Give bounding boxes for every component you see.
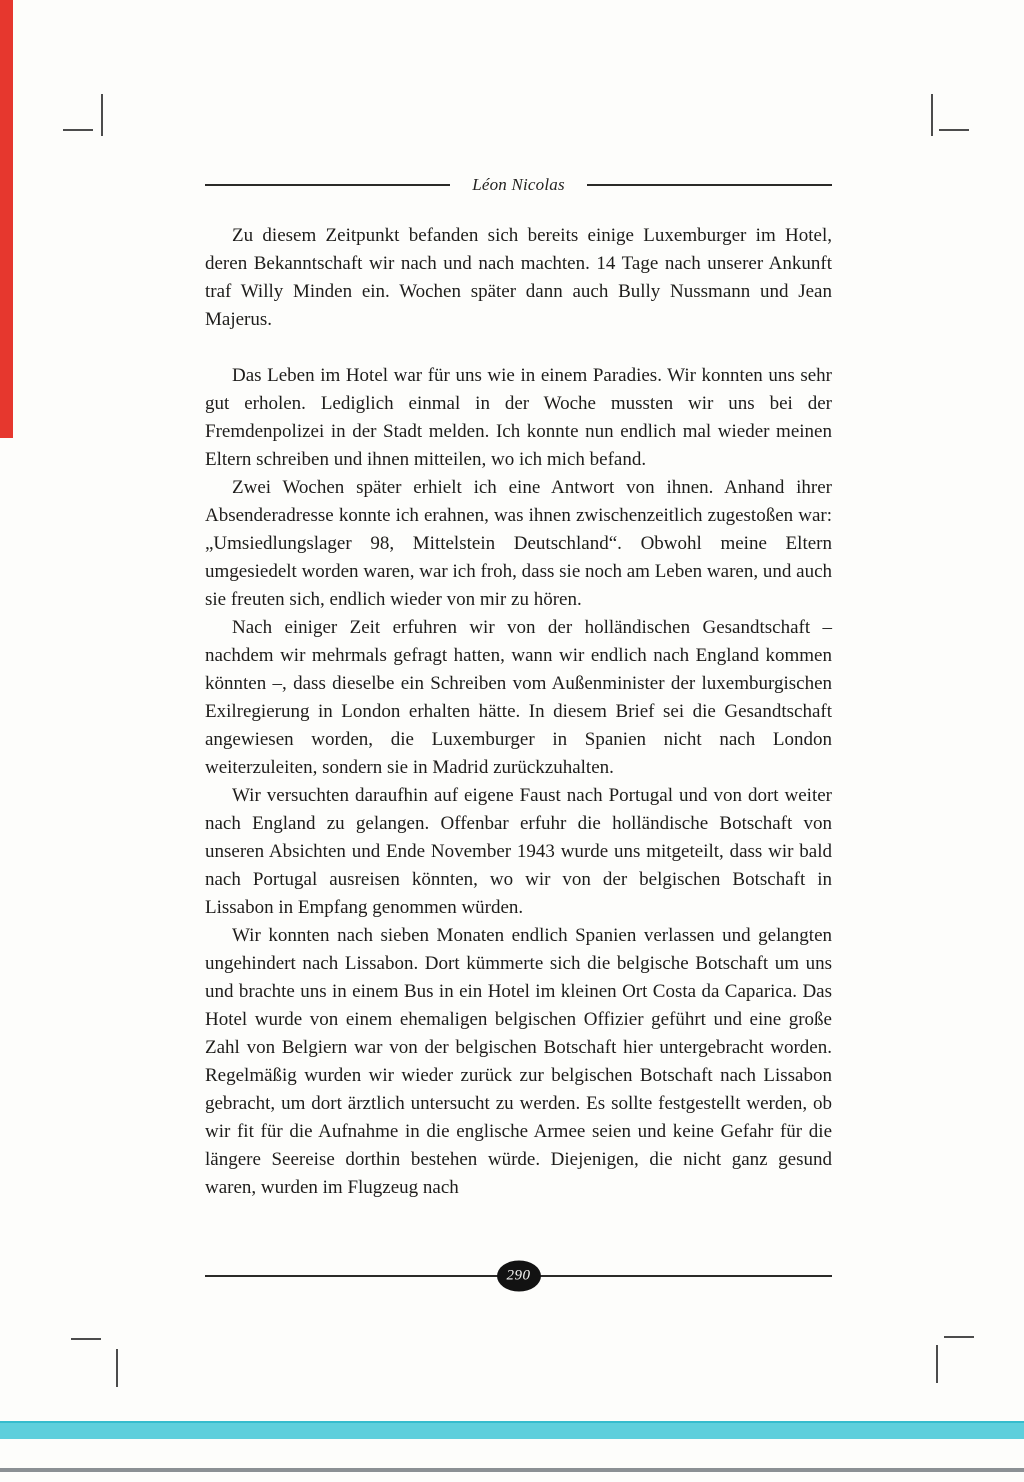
crop-mark-bottom-right-horizontal [944, 1336, 974, 1338]
body-paragraph-5: Wir versuchten daraufhin auf eigene Faust nach Portugal und von dort weiter nach England zu gelangen. Offenbar erfuhr die holländische Botschaft von unseren Absichten und Ende November 1943 wurde uns mitgeteilt, dass wir bald nach Portugal ausreisen könnten, wo wir von der belgischen Botschaft in Lissabon in Empfang genommen würden. [205, 785, 832, 918]
bottom-edge-line [0, 1468, 1024, 1472]
body-paragraph-6: Wir konnten nach sieben Monaten endlich Spanien verlassen und gelangten ungehindert nach Lissabon. Dort kümmerte sich die belgische Botschaft um uns und brachte uns in einem Bus in ein Hotel im kleinen Ort Costa da Caparica. Das Hotel wurde von einem ehemaligen belgischen Offizier geführt und eine große Zahl von Belgiern war von der belgischen Botschaft hier untergebracht worden. Regelmäßig wurden wir wieder zurück zur belgischen Botschaft nach Lissabon gebracht, um dort ärztlich untersucht zu werden. Es sollte festgestellt werden, ob wir fit für die Aufnahme in die englische Armee seien und keine Gefahr für die längere Seereise dorthin bestehen würde. Diejenigen, die nicht ganz gesund waren, wurden im Flugzeug nach [205, 925, 832, 1198]
crop-mark-top-right-horizontal [939, 129, 969, 131]
page-number: 290 [506, 1267, 531, 1284]
crop-mark-top-left-horizontal [63, 129, 93, 131]
crop-mark-bottom-left-vertical [116, 1349, 118, 1387]
body-paragraph-3: Zwei Wochen später erhielt ich eine Antwort von ihnen. Anhand ihrer Absenderadresse konnte ich erahnen, was ihnen zwischenzeitlich zugestoßen war: „Umsiedlungslager 98, Mittelstein Deutschland“. Obwohl meine Eltern umgesiedelt worden waren, war ich froh, dass sie noch am Leben waren, und auch sie freuten sich, endlich wieder von mir zu hören. [205, 477, 832, 610]
crop-mark-bottom-right-vertical [936, 1345, 938, 1383]
header-rule-right [587, 184, 832, 186]
cyan-edge-strip [0, 1421, 1024, 1439]
page-number-badge [497, 1261, 541, 1292]
running-header [205, 172, 832, 198]
body-paragraph-1: Zu diesem Zeitpunkt befanden sich bereits einige Luxemburger im Hotel, deren Bekanntschaft wir nach und nach machten. 14 Tage nach unserer Ankunft traf Willy Minden ein. Wochen später dann auch Bully Nussmann und Jean Majerus. [205, 225, 832, 330]
crop-mark-top-right-vertical [931, 94, 933, 136]
crop-mark-top-left-vertical [101, 94, 103, 136]
running-title: Léon Nicolas [472, 175, 565, 194]
crop-mark-bottom-left-horizontal [71, 1338, 101, 1340]
page-body [205, 222, 832, 1202]
body-paragraph-4: Nach einiger Zeit erfuhren wir von der holländischen Gesandtschaft – nachdem wir mehrmals gefragt hatten, wann wir endlich nach England kommen könnten –, dass dieselbe ein Schreiben vom Außenminister der luxemburgischen Exilregierung in London erhalten hätte. In diesem Brief sei die Gesandtschaft angewiesen worden, die Luxemburger in Spanien nicht nach London weiterzuleiten, sondern sie in Madrid zurückzuhalten. [205, 617, 832, 778]
header-rule-left [205, 184, 450, 186]
body-paragraph-2: Das Leben im Hotel war für uns wie in einem Paradies. Wir konnten uns sehr gut erholen. Lediglich einmal in der Woche mussten wir uns bei der Fremdenpolizei in der Stadt melden. Ich konnte nun endlich mal wieder meinen Eltern schreiben und ihnen mitteilen, wo ich mich befand. [205, 365, 832, 470]
page-footer [205, 1260, 832, 1292]
red-edge-strip [0, 0, 13, 438]
